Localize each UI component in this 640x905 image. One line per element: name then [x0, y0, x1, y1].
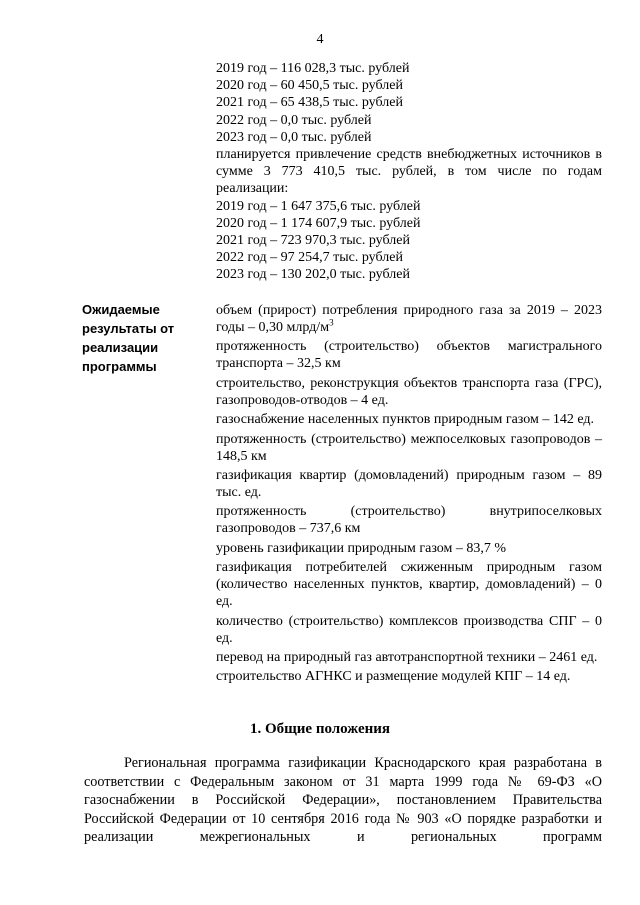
funding-block	[216, 60, 602, 284]
results-item: строительство, реконструкция объектов транспорта газа (ГРС), газопроводов-отводов – 4 ед.	[216, 375, 602, 408]
results-item: перевод на природный газ автотранспортной техники – 2461 ед.	[216, 649, 598, 665]
unit-superscript: 3	[329, 317, 334, 328]
results-item: количество (строительство) комплексов производства СПГ – 0 ед.	[216, 613, 602, 646]
extrabudgetary-line: 2019 год – 1 647 375,6 тыс. рублей	[216, 198, 421, 214]
results-item: уровень газификации природным газом – 83,7 %	[216, 540, 507, 556]
section-title: 1. Общие положения	[249, 721, 391, 737]
funding-line: 2023 год – 0,0 тыс. рублей	[216, 129, 372, 145]
results-item-text: объем (прирост) потребления природного газа за 2019 – 2023 годы – 0,30 млрд/м	[216, 303, 602, 335]
results-item: газоснабжение населенных пунктов природным газом – 142 ед.	[216, 412, 594, 428]
extrabudgetary-line: 2022 год – 97 254,7 тыс. рублей	[216, 250, 403, 266]
funding-line: 2020 год – 60 450,5 тыс. рублей	[216, 78, 403, 94]
extrabudgetary-line: 2023 год – 130 202,0 тыс. рублей	[216, 267, 410, 283]
funding-line: 2022 год – 0,0 тыс. рублей	[216, 112, 372, 128]
extrabudgetary-line: 2021 год – 723 970,3 тыс. рублей	[216, 233, 410, 249]
funding-line: 2019 год – 116 028,3 тыс. рублей	[216, 61, 410, 76]
results-item: строительство АГНКС и размещение модулей КПГ – 14 ед.	[216, 669, 571, 685]
results-list	[216, 302, 602, 688]
funding-line: 2021 год – 65 438,5 тыс. рублей	[216, 95, 403, 111]
results-item: газификация квартир (домовладений) природным газом – 89 тыс. ед.	[216, 467, 602, 500]
extrabudgetary-paragraph: планируется привлечение средств внебюджетных источников в сумме 3 773 410,5 тыс. рублей, в том числе по годам реализации:	[216, 147, 602, 197]
results-label: Ожидаемые результаты от реализации программы	[82, 302, 175, 374]
page-number: 4	[316, 32, 324, 47]
results-item: протяженность (строительство) объектов магистрального транспорта – 32,5 км	[216, 339, 602, 372]
body-paragraph: Региональная программа газификации Краснодарского края разработана в соответствии с Федеральным законом от 31 марта 1999 года № 69-ФЗ «О газоснабжении в Российской Федерации», постановлением Правительства Российской Федерации от 10 сентября 2016 года № 903 «О порядке разработки и реализации межрегиональных и региональных программ	[84, 755, 602, 846]
results-item: газификация потребителей сжиженным природным газом (количество населенных пунктов, квартир, домовладений) – 0 ед.	[216, 560, 602, 610]
results-item	[216, 302, 602, 336]
results-item: протяженность (строительство) внутрипоселковых газопроводов – 737,6 км	[216, 504, 602, 537]
results-item: протяженность (строительство) межпоселковых газопроводов – 148,5 км	[216, 431, 602, 464]
extrabudgetary-line: 2020 год – 1 174 607,9 тыс. рублей	[216, 215, 421, 231]
